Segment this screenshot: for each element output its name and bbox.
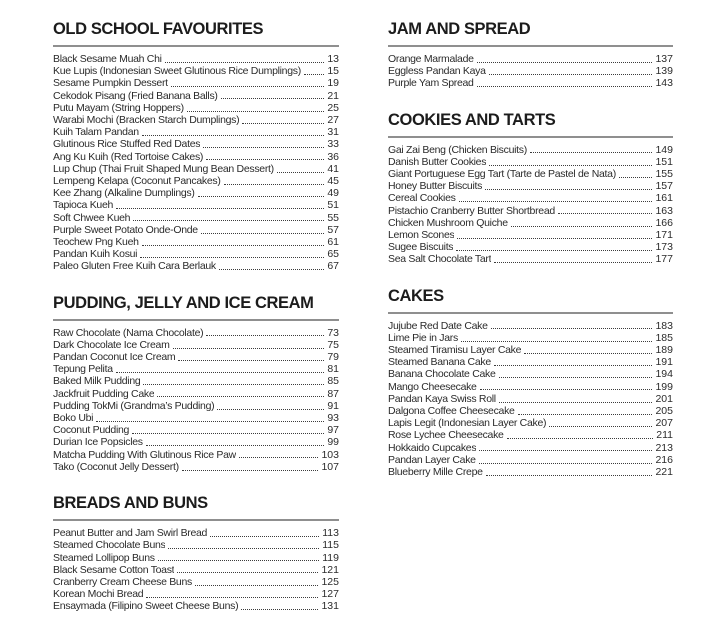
toc-entry[interactable]	[53, 102, 339, 114]
toc-entry[interactable]	[388, 229, 673, 241]
entry-page-number: 166	[655, 216, 673, 229]
toc-entry[interactable]	[53, 236, 339, 248]
toc-entry[interactable]	[388, 217, 673, 229]
entry-title: Ensaymada (Filipino Sweet Cheese Buns)	[53, 600, 239, 613]
toc-entry[interactable]	[388, 253, 673, 265]
dot-leader	[203, 147, 324, 148]
entry-page-number: 183	[655, 319, 673, 332]
entry-page-number: 65	[327, 248, 339, 261]
dot-leader	[479, 450, 652, 451]
dot-leader	[158, 560, 320, 561]
dot-leader	[494, 365, 653, 366]
dot-leader	[241, 609, 318, 610]
entry-page-number: 191	[655, 356, 673, 369]
entry-page-number: 205	[655, 405, 673, 418]
toc-entry[interactable]	[388, 417, 673, 429]
entry-title: Steamed Tiramisu Layer Cake	[388, 344, 522, 357]
toc-entry[interactable]	[388, 405, 673, 417]
entry-title: Tepung Pelita	[53, 363, 113, 376]
dot-leader	[157, 396, 324, 397]
toc-entry[interactable]	[53, 564, 339, 576]
toc-entry[interactable]	[53, 175, 339, 187]
dot-leader	[489, 74, 653, 75]
entry-title: Pandan Coconut Ice Cream	[53, 351, 176, 364]
toc-entry[interactable]	[388, 192, 673, 204]
entry-page-number: 103	[321, 448, 339, 461]
dot-leader	[178, 360, 324, 361]
entry-page-number: 81	[327, 363, 339, 376]
entry-title: Mango Cheesecake	[388, 380, 477, 393]
entry-page-number: 207	[655, 417, 673, 430]
dot-leader	[477, 62, 653, 63]
entry-title: Sea Salt Chocolate Tart	[388, 253, 492, 266]
entry-title: Durian Ice Popsicles	[53, 436, 143, 449]
entry-page-number: 177	[655, 253, 673, 266]
entry-page-number: 45	[327, 175, 339, 188]
entry-title: Honey Butter Biscuits	[388, 180, 483, 193]
toc-entry[interactable]	[53, 461, 339, 473]
entry-title: Kue Lupis (Indonesian Sweet Glutinous Rice Dumplings)	[53, 65, 301, 78]
dot-leader	[507, 438, 654, 439]
entry-title: Giant Portuguese Egg Tart (Tarte de Pastel de Nata)	[388, 168, 616, 181]
section-title: BREADS AND BUNS	[53, 492, 339, 521]
toc-entry[interactable]	[53, 224, 339, 236]
toc-entry[interactable]	[53, 114, 339, 126]
toc-entry[interactable]	[53, 53, 339, 65]
entry-title: Cereal Cookies	[388, 192, 456, 205]
toc-column-left	[53, 18, 339, 632]
toc-entry[interactable]	[53, 388, 339, 400]
toc-entry[interactable]	[388, 344, 673, 356]
entry-title: Lime Pie in Jars	[388, 331, 458, 344]
dot-leader	[116, 208, 324, 209]
entry-title: Peanut Butter and Jam Swirl Bread	[53, 527, 208, 540]
dot-leader	[173, 348, 325, 349]
toc-entry[interactable]	[388, 241, 673, 253]
dot-leader	[187, 111, 325, 112]
toc-entry[interactable]	[53, 212, 339, 224]
dot-leader	[499, 377, 653, 378]
toc-entry[interactable]	[53, 412, 339, 424]
toc-entry[interactable]	[388, 429, 673, 441]
section-title: CAKES	[388, 285, 673, 314]
entry-title: Teochew Png Kueh	[53, 236, 139, 249]
entry-title: Baked Milk Pudding	[53, 375, 141, 388]
entry-title: Hokkaido Cupcakes	[388, 441, 477, 454]
entry-title: Blueberry Mille Crepe	[388, 466, 483, 479]
entry-title: Pistachio Cranberry Butter Shortbread	[388, 204, 555, 217]
entry-page-number: 131	[321, 600, 339, 613]
entry-page-number: 113	[322, 527, 339, 540]
section-title: OLD SCHOOL FAVOURITES	[53, 18, 339, 47]
entry-page-number: 67	[327, 260, 339, 273]
entry-title: Pandan Kaya Swiss Roll	[388, 392, 496, 405]
toc-entry[interactable]	[53, 65, 339, 77]
dot-leader	[457, 238, 652, 239]
entry-page-number: 139	[655, 65, 673, 78]
entry-page-number: 163	[655, 204, 673, 217]
toc-entry[interactable]	[53, 126, 339, 138]
toc-entry[interactable]	[53, 163, 339, 175]
entry-title: Steamed Chocolate Buns	[53, 539, 166, 552]
entry-page-number: 194	[655, 368, 673, 381]
entry-title: Lup Chup (Thai Fruit Shaped Mung Bean Dessert)	[53, 162, 274, 175]
entry-page-number: 61	[327, 236, 339, 249]
dot-leader	[494, 262, 652, 263]
dot-leader	[210, 536, 319, 537]
dot-leader	[217, 409, 324, 410]
dot-leader	[146, 445, 325, 446]
toc-entry[interactable]	[53, 600, 339, 612]
entry-page-number: 87	[327, 387, 339, 400]
entry-page-number: 91	[327, 399, 339, 412]
entry-title: Steamed Lollipop Buns	[53, 551, 155, 564]
dot-leader	[491, 328, 653, 329]
toc-entry[interactable]	[388, 205, 673, 217]
entry-page-number: 216	[655, 453, 673, 466]
entry-title: Boko Ubi	[53, 412, 94, 425]
toc-section	[388, 109, 673, 266]
entry-page-number: 31	[327, 126, 339, 139]
dot-leader	[198, 196, 325, 197]
toc-entry[interactable]	[388, 77, 673, 89]
dot-leader	[456, 250, 652, 251]
toc-entry[interactable]	[388, 168, 673, 180]
dot-leader	[480, 389, 653, 390]
entry-page-number: 185	[655, 331, 673, 344]
entry-title: Coconut Pudding	[53, 424, 130, 437]
toc-entry[interactable]	[388, 320, 673, 332]
dot-leader	[177, 572, 318, 573]
entry-title: Dark Chocolate Ice Cream	[53, 338, 170, 351]
toc-entry[interactable]	[388, 442, 673, 454]
entry-page-number: 85	[327, 375, 339, 388]
dot-leader	[165, 62, 325, 63]
entry-title: Ang Ku Kuih (Red Tortoise Cakes)	[53, 150, 204, 163]
dot-leader	[239, 457, 319, 458]
toc-entry[interactable]	[388, 466, 673, 478]
dot-leader	[140, 257, 324, 258]
toc-section	[388, 285, 673, 479]
entry-title: Pandan Kuih Kosui	[53, 248, 138, 261]
toc-section	[388, 18, 673, 90]
toc-entry[interactable]	[53, 400, 339, 412]
dot-leader	[518, 414, 653, 415]
entry-page-number: 41	[327, 162, 339, 175]
toc-entry[interactable]	[53, 363, 339, 375]
dot-leader	[485, 189, 652, 190]
entry-page-number: 189	[655, 344, 673, 357]
entry-page-number: 115	[322, 539, 339, 552]
dot-leader	[558, 213, 653, 214]
entry-title: Tapioca Kueh	[53, 199, 114, 212]
section-items	[388, 53, 673, 90]
dot-leader	[459, 201, 653, 202]
entry-title: Banana Chocolate Cake	[388, 368, 496, 381]
dot-leader	[195, 585, 319, 586]
toc-entry[interactable]	[53, 449, 339, 461]
dot-leader	[461, 341, 653, 342]
entry-page-number: 27	[327, 114, 339, 127]
entry-title: Lemon Scones	[388, 229, 455, 242]
entry-page-number: 49	[327, 187, 339, 200]
entry-page-number: 13	[327, 53, 339, 65]
toc-entry[interactable]	[53, 260, 339, 272]
dot-leader	[206, 159, 324, 160]
entry-title: Steamed Banana Cake	[388, 356, 491, 369]
dot-leader	[619, 177, 653, 178]
entry-title: Lempeng Kelapa (Coconut Pancakes)	[53, 175, 221, 188]
toc-entry[interactable]	[53, 151, 339, 163]
entry-title: Purple Yam Spread	[388, 77, 474, 90]
toc-entry[interactable]	[53, 539, 339, 551]
entry-title: Soft Chwee Kueh	[53, 211, 131, 224]
dot-leader	[182, 470, 319, 471]
entry-page-number: 55	[327, 211, 339, 224]
section-items	[53, 327, 339, 473]
entry-page-number: 171	[655, 229, 673, 242]
dot-leader	[524, 353, 652, 354]
entry-page-number: 75	[327, 338, 339, 351]
toc-entry[interactable]	[388, 381, 673, 393]
entry-page-number: 99	[327, 436, 339, 449]
entry-page-number: 201	[655, 392, 673, 405]
entry-page-number: 125	[321, 575, 339, 588]
entry-title: Kee Zhang (Alkaline Dumplings)	[53, 187, 195, 200]
toc-entry[interactable]	[388, 356, 673, 368]
toc-section	[53, 18, 339, 273]
toc-entry[interactable]	[388, 332, 673, 344]
toc-entry[interactable]	[53, 199, 339, 211]
entry-title: Cranberry Cream Cheese Buns	[53, 575, 192, 588]
entry-page-number: 173	[655, 241, 673, 254]
entry-page-number: 155	[655, 168, 673, 181]
entry-page-number: 51	[327, 199, 339, 212]
entry-page-number: 33	[327, 138, 339, 151]
toc-entry[interactable]	[388, 53, 673, 65]
entry-title: Cekodok Pisang (Fried Banana Balls)	[53, 89, 218, 102]
entry-title: Danish Butter Cookies	[388, 155, 487, 168]
section-title: JAM AND SPREAD	[388, 18, 673, 47]
entry-title: Kuih Talam Pandan	[53, 126, 139, 139]
toc-entry[interactable]	[53, 424, 339, 436]
entry-title: Lapis Legit (Indonesian Layer Cake)	[388, 417, 547, 430]
toc-section	[53, 492, 339, 612]
entry-page-number: 21	[327, 89, 339, 102]
toc-section	[53, 292, 339, 473]
dot-leader	[224, 184, 325, 185]
dot-leader	[168, 548, 319, 549]
toc-entry[interactable]	[53, 576, 339, 588]
dot-leader	[171, 86, 325, 87]
entry-page-number: 36	[327, 150, 339, 163]
entry-title: Black Sesame Cotton Toast	[53, 563, 175, 576]
entry-page-number: 211	[656, 429, 673, 442]
dot-leader	[142, 135, 325, 136]
entry-title: Tako (Coconut Jelly Dessert)	[53, 460, 179, 473]
dot-leader	[206, 335, 324, 336]
dot-leader	[486, 475, 653, 476]
section-items	[53, 53, 339, 273]
toc-entry[interactable]	[53, 187, 339, 199]
entry-page-number: 107	[321, 460, 339, 473]
toc-entry[interactable]	[53, 138, 339, 150]
entry-title: Putu Mayam (String Hoppers)	[53, 101, 184, 114]
toc-entry[interactable]	[53, 339, 339, 351]
section-items	[388, 320, 673, 479]
toc-column-right	[388, 18, 673, 497]
dot-leader	[489, 165, 652, 166]
section-title: PUDDING, JELLY AND ICE CREAM	[53, 292, 339, 321]
toc-entry[interactable]	[388, 144, 673, 156]
dot-leader	[116, 372, 325, 373]
entry-title: Paleo Gluten Free Kuih Cara Berlauk	[53, 260, 216, 273]
toc-entry[interactable]	[388, 65, 673, 77]
toc-entry[interactable]	[53, 527, 339, 539]
toc-entry[interactable]	[53, 588, 339, 600]
dot-leader	[221, 98, 325, 99]
entry-page-number: 149	[655, 143, 673, 156]
entry-page-number: 157	[655, 180, 673, 193]
entry-page-number: 119	[322, 551, 339, 564]
toc-entry[interactable]	[53, 248, 339, 260]
dot-leader	[304, 74, 324, 75]
entry-page-number: 15	[327, 65, 339, 78]
section-items	[388, 144, 673, 266]
dot-leader	[146, 597, 318, 598]
dot-leader	[96, 421, 324, 422]
dot-leader	[479, 463, 653, 464]
toc-entry[interactable]	[388, 156, 673, 168]
entry-title: Sesame Pumpkin Dessert	[53, 77, 168, 90]
entry-title: Black Sesame Muah Chi	[53, 53, 162, 65]
entry-page-number: 143	[655, 77, 673, 90]
entry-title: Rose Lychee Cheesecake	[388, 429, 504, 442]
entry-title: Eggless Pandan Kaya	[388, 65, 486, 78]
entry-title: Pudding TokMi (Grandma’s Pudding)	[53, 399, 215, 412]
entry-title: Dalgona Coffee Cheesecake	[388, 405, 515, 418]
entry-page-number: 97	[327, 424, 339, 437]
toc-entry[interactable]	[53, 327, 339, 339]
dot-leader	[477, 86, 653, 87]
entry-page-number: 93	[327, 412, 339, 425]
toc-entry[interactable]	[53, 552, 339, 564]
toc-entry[interactable]	[53, 90, 339, 102]
entry-page-number: 213	[655, 441, 673, 454]
entry-title: Korean Mochi Bread	[53, 588, 144, 601]
toc-entry[interactable]	[388, 393, 673, 405]
dot-leader	[143, 384, 324, 385]
entry-page-number: 121	[321, 563, 339, 576]
entry-title: Warabi Mochi (Bracken Starch Dumplings)	[53, 114, 240, 127]
entry-title: Orange Marmalade	[388, 53, 474, 65]
entry-page-number: 151	[655, 155, 673, 168]
entry-page-number: 73	[327, 326, 339, 339]
entry-page-number: 221	[655, 466, 673, 479]
entry-title: Glutinous Rice Stuffed Red Dates	[53, 138, 201, 151]
section-items	[53, 527, 339, 612]
toc-entry[interactable]	[53, 436, 339, 448]
toc-entry[interactable]	[53, 77, 339, 89]
entry-page-number: 19	[327, 77, 339, 90]
entry-title: Pandan Layer Cake	[388, 453, 476, 466]
dot-leader	[133, 220, 324, 221]
toc-entry[interactable]	[388, 368, 673, 380]
entry-title: Jackfruit Pudding Cake	[53, 387, 155, 400]
toc-entry[interactable]	[53, 351, 339, 363]
dot-leader	[499, 402, 653, 403]
entry-title: Sugee Biscuits	[388, 241, 454, 254]
entry-page-number: 199	[655, 380, 673, 393]
entry-page-number: 57	[327, 223, 339, 236]
entry-title: Gai Zai Beng (Chicken Biscuits)	[388, 143, 527, 156]
entry-page-number: 79	[327, 351, 339, 364]
entry-title: Matcha Pudding With Glutinous Rice Paw	[53, 448, 236, 461]
toc-entry[interactable]	[53, 375, 339, 387]
toc-entry[interactable]	[388, 180, 673, 192]
dot-leader	[549, 426, 652, 427]
dot-leader	[142, 245, 325, 246]
entry-title: Chicken Mushroom Quiche	[388, 216, 508, 229]
entry-page-number: 127	[321, 588, 339, 601]
entry-title: Raw Chocolate (Nama Chocolate)	[53, 326, 204, 339]
entry-title: Jujube Red Date Cake	[388, 319, 488, 332]
entry-page-number: 161	[655, 192, 673, 205]
dot-leader	[219, 269, 324, 270]
toc-entry[interactable]	[388, 454, 673, 466]
dot-leader	[277, 172, 324, 173]
entry-page-number: 25	[327, 101, 339, 114]
dot-leader	[201, 233, 325, 234]
dot-leader	[511, 226, 653, 227]
entry-title: Purple Sweet Potato Onde-Onde	[53, 223, 198, 236]
dot-leader	[530, 152, 653, 153]
dot-leader	[242, 123, 324, 124]
section-title: COOKIES AND TARTS	[388, 109, 673, 138]
dot-leader	[132, 433, 324, 434]
entry-page-number: 137	[655, 53, 673, 65]
